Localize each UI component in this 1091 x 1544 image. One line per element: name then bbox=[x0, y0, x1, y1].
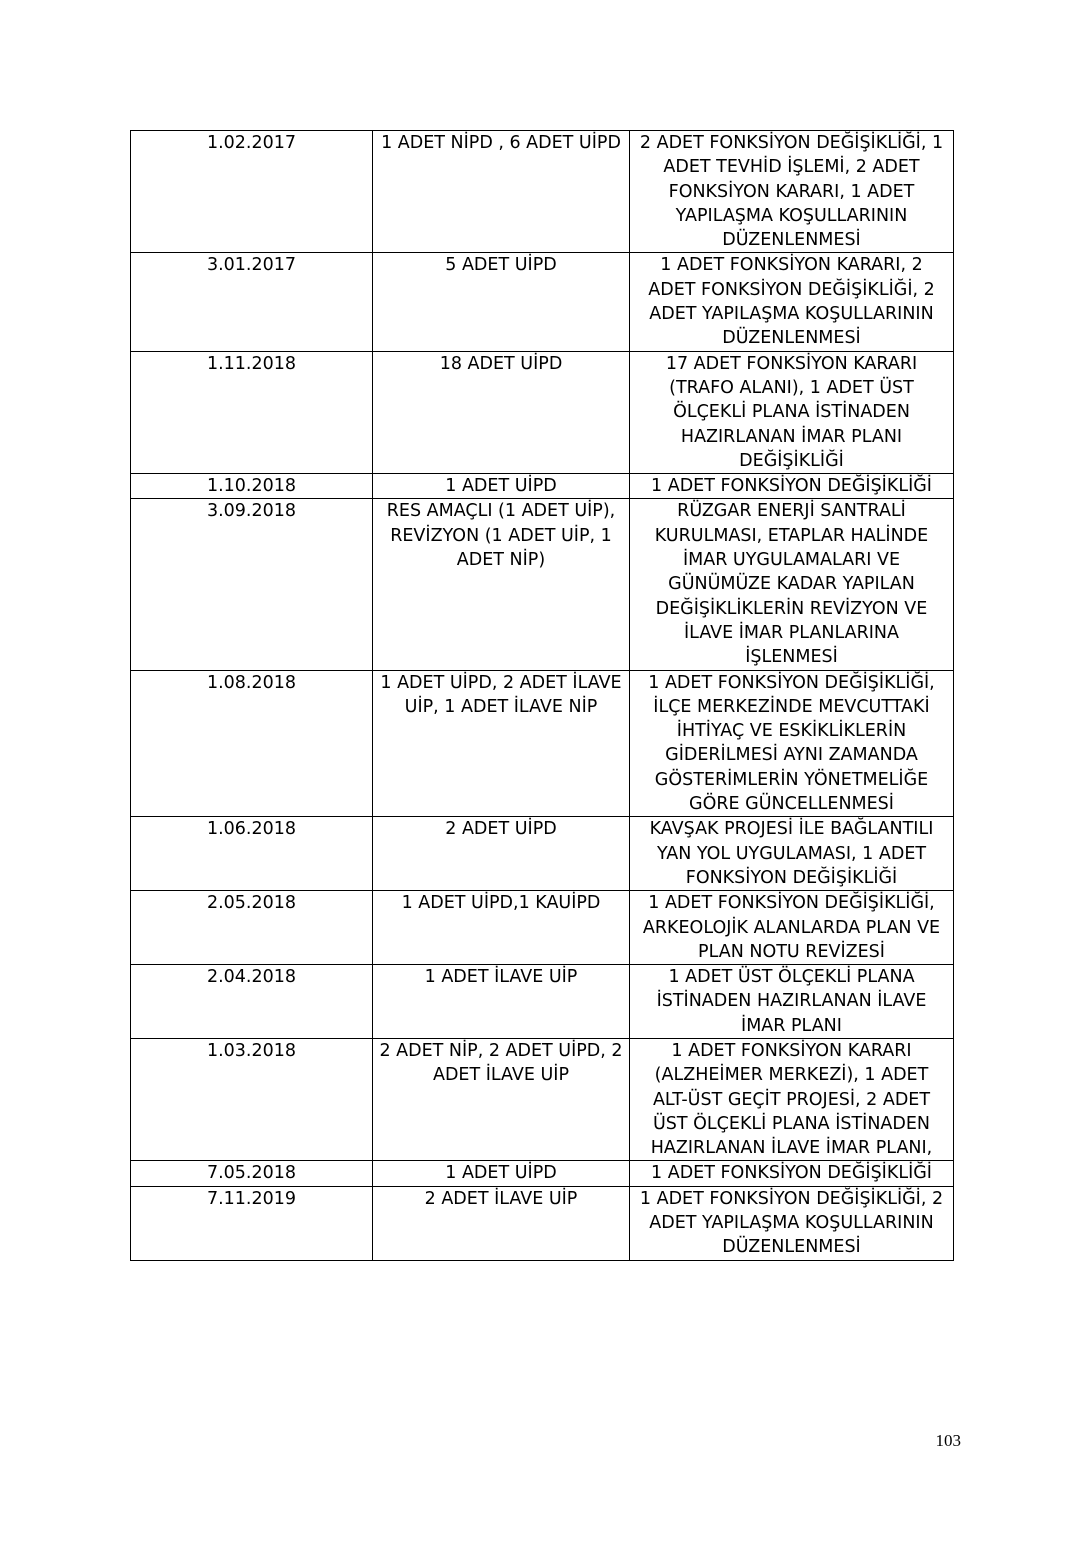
date-cell: 1.08.2018 bbox=[131, 670, 373, 817]
plan-count-cell: RES AMAÇLI (1 ADET UİP), REVİZYON (1 ADET UİP, 1 ADET NİP) bbox=[373, 499, 630, 670]
plan-count-cell: 1 ADET İLAVE UİP bbox=[373, 965, 630, 1039]
plan-count-cell: 2 ADET UİPD bbox=[373, 817, 630, 891]
plan-count-cell: 1 ADET NİPD , 6 ADET UİPD bbox=[373, 131, 630, 253]
description-cell: 17 ADET FONKSİYON KARARI (TRAFO ALANI), 1 ADET ÜST ÖLÇEKLİ PLANA İSTİNADEN HAZIRLANAN İMAR PLANI DEĞİŞİKLİĞİ bbox=[630, 351, 954, 473]
description-cell: 1 ADET FONKSİYON DEĞİŞİKLİĞİ, 2 ADET YAPILAŞMA KOŞULLARININ DÜZENLENMESİ bbox=[630, 1186, 954, 1260]
table-row bbox=[131, 891, 954, 965]
plan-count-cell: 1 ADET UİPD, 2 ADET İLAVE UİP, 1 ADET İLAVE NİP bbox=[373, 670, 630, 817]
date-cell: 7.05.2018 bbox=[131, 1161, 373, 1186]
table-row bbox=[131, 131, 954, 253]
plan-count-cell: 18 ADET UİPD bbox=[373, 351, 630, 473]
date-cell: 1.10.2018 bbox=[131, 474, 373, 499]
description-cell: 1 ADET FONKSİYON KARARI, 2 ADET FONKSİYON DEĞİŞİKLİĞİ, 2 ADET YAPILAŞMA KOŞULLARININ DÜZENLENMESİ bbox=[630, 253, 954, 351]
plan-count-cell: 1 ADET UİPD bbox=[373, 1161, 630, 1186]
table-row bbox=[131, 253, 954, 351]
plan-count-cell: 2 ADET NİP, 2 ADET UİPD, 2 ADET İLAVE UİP bbox=[373, 1038, 630, 1160]
description-cell: 1 ADET ÜST ÖLÇEKLİ PLANA İSTİNADEN HAZIRLANAN İLAVE İMAR PLANI bbox=[630, 965, 954, 1039]
table-row bbox=[131, 1186, 954, 1260]
description-cell: 1 ADET FONKSİYON DEĞİŞİKLİĞİ, ARKEOLOJİK ALANLARDA PLAN VE PLAN NOTU REVİZESİ bbox=[630, 891, 954, 965]
description-cell: RÜZGAR ENERJİ SANTRALİ KURULMASI, ETAPLAR HALİNDE İMAR UYGULAMALARI VE GÜNÜMÜZE KADAR YAPILAN DEĞİŞİKLİKLERİN REVİZYON VE İLAVE İMAR PLANLARINA İŞLENMESİ bbox=[630, 499, 954, 670]
description-cell: 1 ADET FONKSİYON DEĞİŞİKLİĞİ bbox=[630, 474, 954, 499]
description-cell: 1 ADET FONKSİYON DEĞİŞİKLİĞİ bbox=[630, 1161, 954, 1186]
table-row bbox=[131, 499, 954, 670]
description-cell: 1 ADET FONKSİYON DEĞİŞİKLİĞİ, İLÇE MERKEZİNDE MEVCUTTAKİ İHTİYAÇ VE ESKİKLİKLERİN GİDERİLMESİ AYNI ZAMANDA GÖSTERİMLERİN YÖNETMELİĞE GÖRE GÜNCELLENMESİ bbox=[630, 670, 954, 817]
date-cell: 1.03.2018 bbox=[131, 1038, 373, 1160]
date-cell: 2.05.2018 bbox=[131, 891, 373, 965]
date-cell: 1.06.2018 bbox=[131, 817, 373, 891]
table-row bbox=[131, 670, 954, 817]
table-row bbox=[131, 965, 954, 1039]
page-number: 103 bbox=[935, 1431, 961, 1450]
description-cell: 1 ADET FONKSİYON KARARI (ALZHEİMER MERKEZİ), 1 ADET ALT-ÜST GEÇİT PROJESİ, 2 ADET ÜST ÖLÇEKLİ PLANA İSTİNADEN HAZIRLANAN İLAVE İMAR PLANI, bbox=[630, 1038, 954, 1160]
table-row bbox=[131, 351, 954, 473]
plan-count-cell: 2 ADET İLAVE UİP bbox=[373, 1186, 630, 1260]
description-cell: KAVŞAK PROJESİ İLE BAĞLANTILI YAN YOL UYGULAMASI, 1 ADET FONKSİYON DEĞİŞİKLİĞİ bbox=[630, 817, 954, 891]
date-cell: 2.04.2018 bbox=[131, 965, 373, 1039]
plan-count-cell: 1 ADET UİPD,1 KAUİPD bbox=[373, 891, 630, 965]
date-cell: 3.09.2018 bbox=[131, 499, 373, 670]
plan-count-cell: 1 ADET UİPD bbox=[373, 474, 630, 499]
date-cell: 7.11.2019 bbox=[131, 1186, 373, 1260]
table-row bbox=[131, 474, 954, 499]
date-cell: 3.01.2017 bbox=[131, 253, 373, 351]
table-row bbox=[131, 1038, 954, 1160]
description-cell: 2 ADET FONKSİYON DEĞİŞİKLİĞİ, 1 ADET TEVHİD İŞLEMİ, 2 ADET FONKSİYON KARARI, 1 ADET YAPILAŞMA KOŞULLARININ DÜZENLENMESİ bbox=[630, 131, 954, 253]
table-row bbox=[131, 1161, 954, 1186]
date-cell: 1.11.2018 bbox=[131, 351, 373, 473]
table-row bbox=[131, 817, 954, 891]
plan-count-cell: 5 ADET UİPD bbox=[373, 253, 630, 351]
date-cell: 1.02.2017 bbox=[131, 131, 373, 253]
plan-changes-table bbox=[130, 130, 954, 1261]
